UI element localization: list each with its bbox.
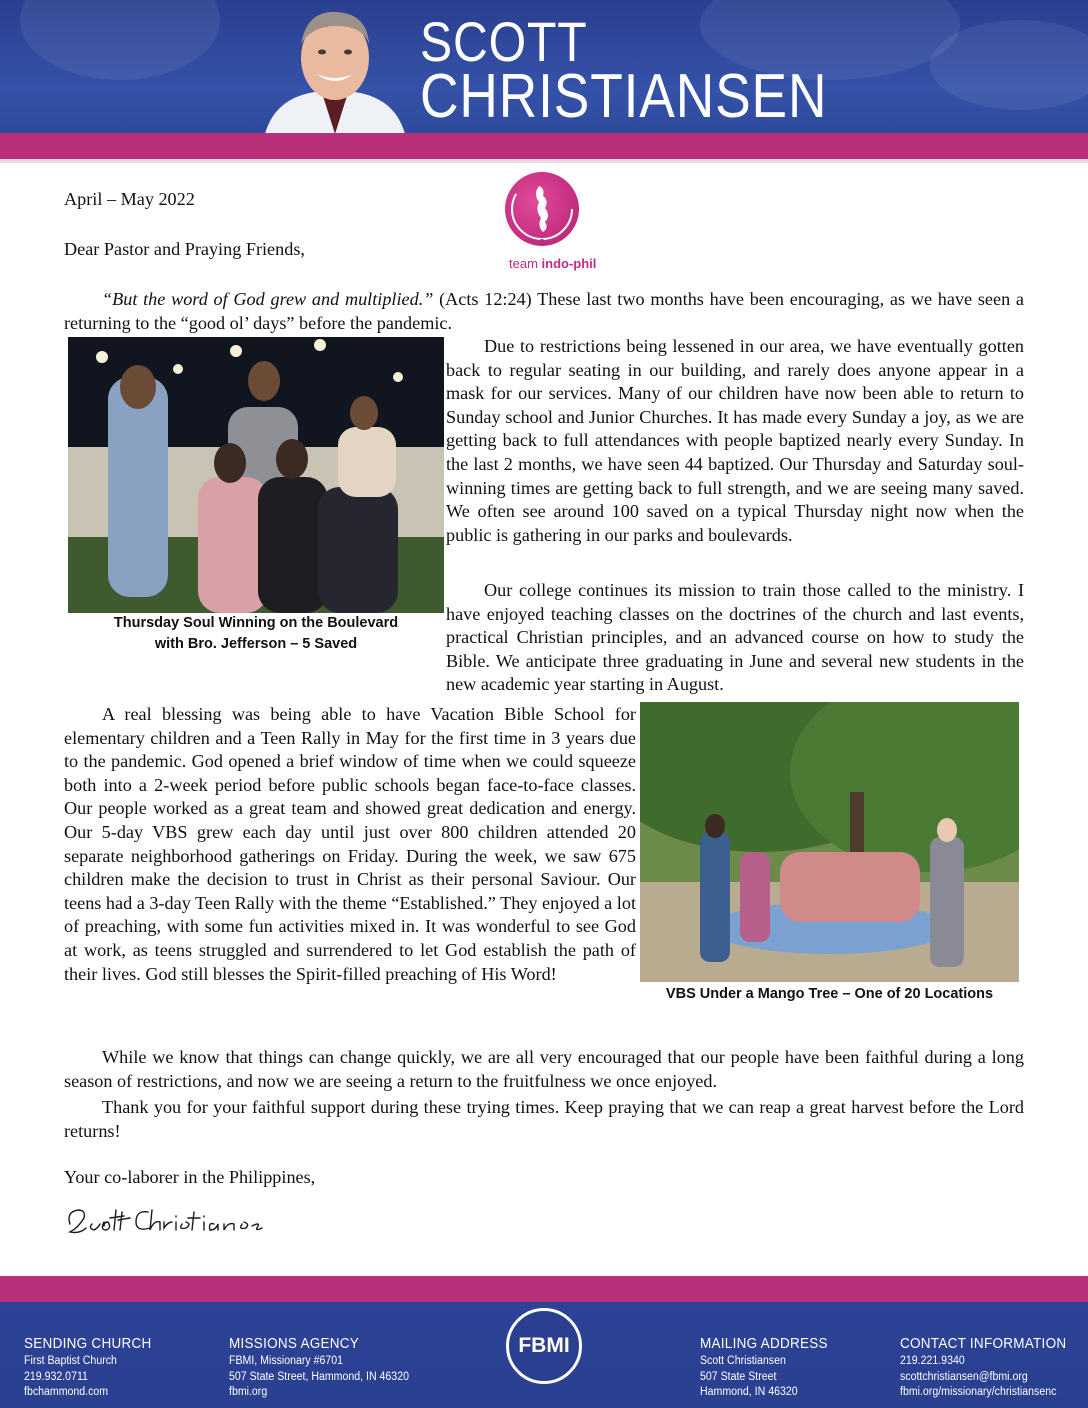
footer-line: Hammond, IN 46320 bbox=[700, 1386, 798, 1398]
footer-line: First Baptist Church bbox=[24, 1355, 117, 1367]
paragraph-4-text: A real blessing was being able to have Vacation Bible School for elementary children and a Teen Rally in May for the first time in 3 years due to the pandemic. God opened a brief window of time when we could squeeze both into a 2-week period before public schools began face-to-face classes. Our people worked as a great team and showed great dedication and energy. Our 5-day VBS grew each day until just over 800 children attended 20 separate neighborhood gatherings on Friday. During the week, we saw 675 children make the decision to trust in Christ as their personal Saviour. Our teens had a 3-day Teen Rally with the theme “Established.” They enjoyed a lot of preaching, with some fun activities mixed in. It was wonderful to see God at work, as teens struggled and surrendered to let God establish the path of their lives. God still blesses the Spirit-filled preaching of His Word! bbox=[64, 704, 636, 984]
fbmi-logo bbox=[506, 1308, 582, 1384]
footer-heading: SENDING CHURCH bbox=[24, 1335, 152, 1352]
footer-line: 219.221.9340 bbox=[900, 1355, 965, 1367]
handwritten-signature bbox=[64, 1198, 270, 1244]
footer-heading: MAILING ADDRESS bbox=[700, 1335, 828, 1352]
team-logo-text bbox=[509, 256, 596, 271]
footer-mailing-address bbox=[700, 1334, 842, 1401]
footer-link[interactable]: fbchammond.com bbox=[24, 1386, 109, 1398]
footer-email-link[interactable]: scottchristiansen@fbmi.org bbox=[900, 1370, 1028, 1383]
background-foliage bbox=[930, 20, 1088, 110]
footer-heading: CONTACT INFORMATION bbox=[900, 1335, 1067, 1352]
photo-2-caption: VBS Under a Mango Tree – One of 20 Locations bbox=[665, 986, 994, 1002]
paragraph-6 bbox=[64, 1096, 1024, 1143]
soul-winning-photo bbox=[68, 337, 444, 613]
header-last-name: CHRISTIANSEN bbox=[420, 62, 828, 131]
footer-sending-church bbox=[24, 1334, 166, 1401]
vbs-mango-tree-photo bbox=[640, 702, 1019, 982]
paragraph-3-start bbox=[446, 579, 1024, 697]
fbmi-logo-text: FBMI bbox=[518, 1334, 570, 1357]
photo-1-caption bbox=[68, 613, 444, 655]
team-indo-phil-logo bbox=[500, 168, 610, 280]
footer-link[interactable]: fbmi.org bbox=[229, 1386, 268, 1398]
letter-date: April – May 2022 bbox=[64, 189, 195, 209]
paragraph-1 bbox=[64, 288, 1024, 335]
photo-1-caption-line-2: with Bro. Jefferson – 5 Saved bbox=[154, 636, 358, 652]
missionary-portrait bbox=[255, 0, 415, 134]
paragraph-5-text: While we know that things can change quickly, we are all very encouraged that our people have been faithful during a long season of restrictions, and now we are seeing a return to the fruitfulness we once enjoyed. bbox=[64, 1047, 1024, 1091]
paragraph-2 bbox=[446, 335, 1024, 547]
philippines-globe-icon bbox=[505, 172, 579, 246]
paragraph-4 bbox=[64, 703, 636, 986]
footer-line: 507 State Street bbox=[700, 1370, 777, 1383]
paragraph-3-text: Our college continues its mission to train those called to the ministry. I have enjoyed teaching classes on the doctrines of the church and last events, practical Christian principles, and an advanced course on how to study the Bible. We anticipate three graduating in June and several new students in the new academic year starting in August. bbox=[446, 580, 1024, 695]
paragraph-5 bbox=[64, 1046, 1024, 1093]
letter-greeting: Dear Pastor and Praying Friends, bbox=[64, 239, 305, 259]
footer-line: 219.932.0711 bbox=[24, 1370, 88, 1383]
header-accent-band bbox=[0, 133, 1088, 159]
footer-line: Scott Christiansen bbox=[700, 1355, 786, 1367]
logo-team-prefix: team bbox=[509, 256, 538, 271]
letter-closing: Your co-laborer in the Philippines, bbox=[64, 1167, 316, 1187]
logo-team-name: indo-phil bbox=[541, 256, 597, 271]
footer-heading: MISSIONS AGENCY bbox=[229, 1335, 360, 1352]
footer-line: FBMI, Missionary #6701 bbox=[229, 1355, 344, 1367]
footer-accent-band bbox=[0, 1276, 1088, 1302]
paragraph-1-text: (Acts 12:24) These last two months have been encouraging, as we have seen a returning to the “good ol’ days” before the pandemic. bbox=[64, 289, 1024, 333]
footer-contact-information bbox=[900, 1334, 1085, 1401]
footer-missions-agency bbox=[229, 1334, 425, 1401]
footer-line: 507 State Street, Hammond, IN 46320 bbox=[229, 1370, 409, 1383]
header-first-name: SCOTT bbox=[420, 10, 588, 73]
background-foliage bbox=[20, 0, 220, 80]
scripture-quote: “But the word of God grew and multiplied.” bbox=[102, 289, 434, 309]
photo-1-caption-line-1: Thursday Soul Winning on the Boulevard bbox=[113, 615, 399, 631]
header-accent-stripe bbox=[0, 159, 1088, 163]
paragraph-2-text: Due to restrictions being lessened in our area, we have eventually gotten back to regular seating in our building, and rarely does anyone appear in a mask for our services. Many of our children have now been able to return to Sunday school and Junior Churches. It has made every Sunday a joy, as we are getting back to full attendances with people baptized nearly every Sunday. In the last 2 months, we have seen 44 baptized. Our Thursday and Saturday soul-winning times are getting back to full strength, and we are seeing many saved. We often see around 100 saved on a typical Thursday night now when the public is gathering in our parks and boulevards. bbox=[446, 336, 1024, 545]
paragraph-6-text: Thank you for your faithful support during these trying times. Keep praying that we can reap a great harvest before the Lord returns! bbox=[64, 1097, 1024, 1141]
footer-link[interactable]: fbmi.org/missionary/christiansenc bbox=[900, 1386, 1057, 1398]
